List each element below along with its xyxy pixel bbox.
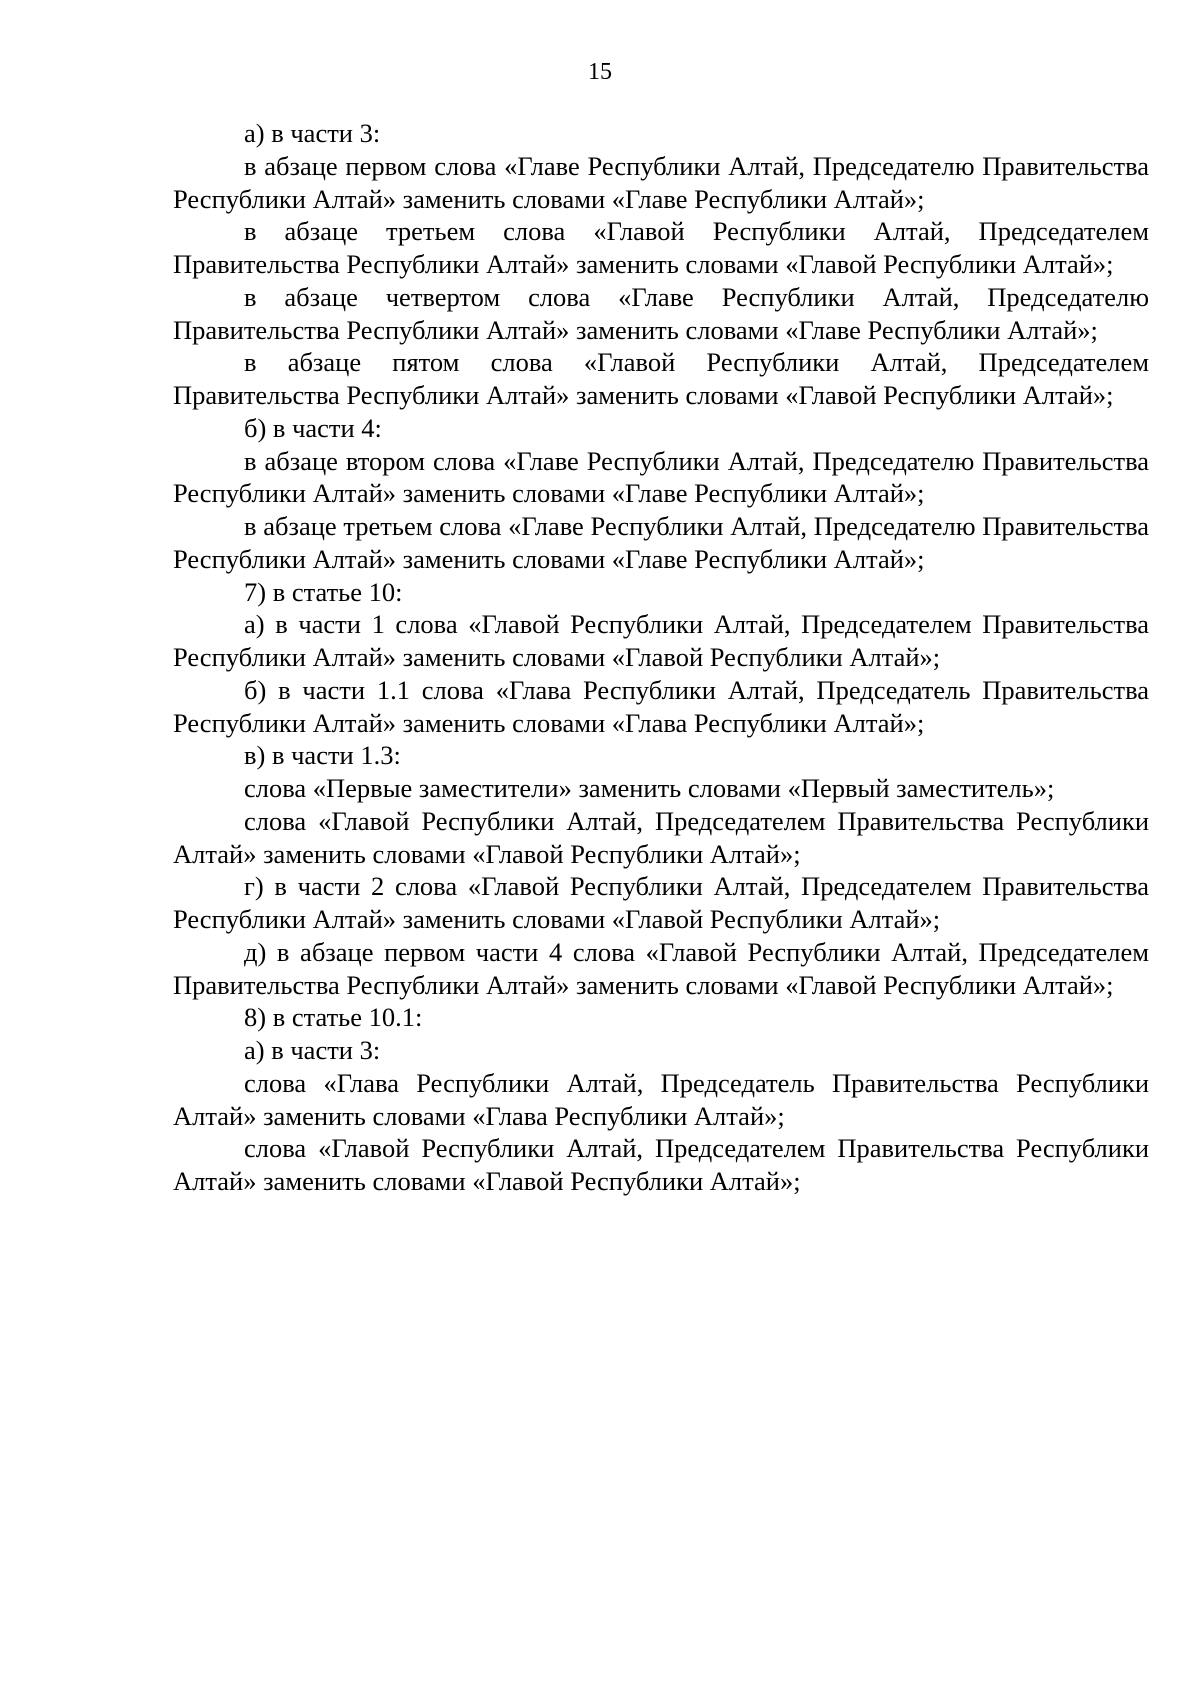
paragraph: в абзаце втором слова «Главе Республики Алтай, Председателю Правительства Республики Алтай» заменить словами «Главе Республики Алтай»; [173, 445, 1149, 509]
paragraph: а) в части 3: [244, 118, 381, 148]
paragraph: 8) в статье 10.1: [244, 1002, 423, 1033]
paragraph: в абзаце пятом слова «Главой Республики Алтай, Председателем Правительства Республики Алтай» заменить словами «Главой Республики Алтай»; [173, 347, 1149, 410]
paragraph: б) в части 1.1 слова «Глава Республики Алтай, Председатель Правительства Республики Алтай» заменить словами «Глава Республики Алтай»; [173, 674, 1149, 738]
paragraph: а) в части 3: [244, 1035, 381, 1065]
paragraph: а) в части 1 слова «Главой Республики Алтай, Председателем Правительства Республики Алтай» заменить словами «Главой Республики Алтай»; [173, 609, 1149, 672]
paragraph: д) в абзаце первом части 4 слова «Главой Республики Алтай, Председателем Правительства Республики Алтай» заменить словами «Главой Республики Алтай»; [173, 936, 1149, 1000]
paragraph: б) в части 4: [244, 412, 382, 443]
paragraph: в абзаце третьем слова «Главой Республики Алтай, Председателем Правительства Республики Алтай» заменить словами «Главой Республики Алтай»; [173, 216, 1149, 279]
paragraph: г) в части 2 слова «Главой Республики Алтай, Председателем Правительства Республики Алтай» заменить словами «Главой Республики Алтай»; [173, 871, 1149, 934]
paragraph: слова «Главой Республики Алтай, Председателем Правительства Республики Алтай» заменить словами «Главой Республики Алтай»; [173, 805, 1149, 869]
paragraph: слова «Первые заместители» заменить словами «Первый заместитель»; [244, 773, 1055, 803]
paragraph: в абзаце четвертом слова «Главе Республики Алтай, Председателю Правительства Республики Алтай» заменить словами «Главе Республики Алтай»; [173, 281, 1149, 345]
paragraph: слова «Главой Республики Алтай, Председателем Правительства Республики Алтай» заменить словами «Главой Республики Алтай»; [173, 1133, 1149, 1196]
document-body [173, 117, 1149, 1198]
page-number: 15 [588, 59, 612, 85]
paragraph: 7) в статье 10: [244, 576, 403, 607]
paragraph: в) в части 1.3: [244, 740, 401, 771]
paragraph: слова «Глава Республики Алтай, Председатель Правительства Республики Алтай» заменить словами «Глава Республики Алтай»; [173, 1067, 1149, 1131]
paragraph: в абзаце третьем слова «Главе Республики Алтай, Председателю Правительства Республики Алтай» заменить словами «Главе Республики Алтай»; [173, 511, 1149, 574]
paragraph: в абзаце первом слова «Главе Республики Алтай, Председателю Правительства Республики Алтай» заменить словами «Главе Республики Алтай»; [173, 150, 1149, 214]
